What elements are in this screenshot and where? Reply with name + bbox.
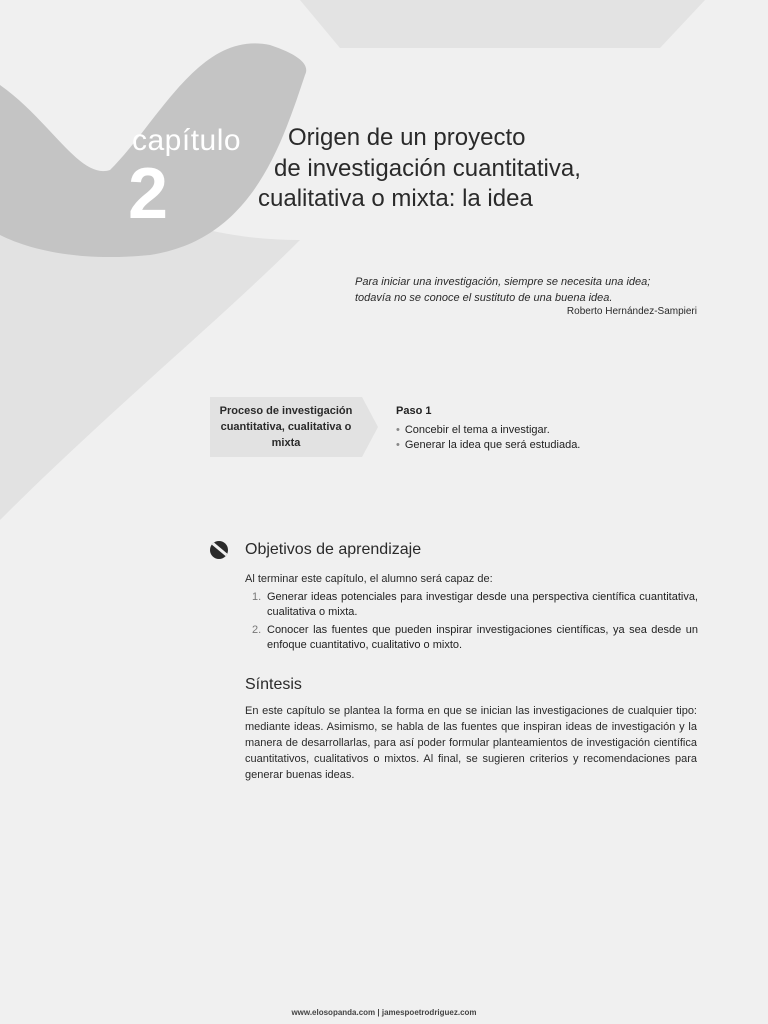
- objectives-list: [252, 590, 698, 656]
- step-item: [396, 423, 580, 438]
- objective-item: [252, 623, 698, 653]
- step-list: [396, 423, 580, 453]
- step-title: Paso 1: [396, 405, 432, 417]
- step-item-text: Concebir el tema a investigar.: [404, 424, 550, 436]
- chapter-number: 2: [128, 154, 169, 234]
- quote-author: Roberto Hernández-Sampieri: [566, 306, 697, 317]
- footer-credits: www.elosopanda.com | jamespoetrodriguez.com: [291, 1008, 477, 1017]
- objective-number: 2.: [252, 624, 262, 636]
- epigraph-quote: [355, 274, 697, 306]
- step-item-text: Generar la idea que será estudiada.: [404, 439, 581, 451]
- synthesis-text: En este capítulo se plantea la forma en que se inician las investigaciones de cualquier tipo: mediante ideas. Asimismo, se habla de las fuentes que inspiran ideas de investigación y la manera de desarrollarlas, para así poder formular planteamientos de investigación científica cuantitativos, cualitativos o mixtos. Al final, se sugieren criterios y recomendaciones para generar buenas ideas.: [245, 705, 697, 781]
- objective-text: Conocer las fuentes que pueden inspirar investigaciones científicas, ya sea desde un enfoque cuantitativo, cualitativo o mixto.: [267, 624, 698, 651]
- process-arrow-icon: [362, 397, 378, 457]
- chapter-title-line-1: Origen de un proyecto: [288, 124, 526, 151]
- objective-item: [252, 590, 698, 620]
- process-box-label: Proceso de investigación cuantitativa, cualitativa o mixta: [219, 405, 353, 449]
- objective-text: Generar ideas potenciales para investigar desde una perspectiva científica cuantitativa, cualitativa o mixta.: [267, 591, 698, 618]
- bullet-icon: •: [396, 424, 400, 436]
- objectives-intro: Al terminar este capítulo, el alumno será capaz de:: [245, 573, 493, 585]
- process-box: [210, 397, 362, 457]
- quote-line-1: Para iniciar una investigación, siempre se necesita una idea;: [355, 276, 651, 288]
- step-item: [396, 438, 580, 453]
- top-band-shape: [300, 0, 705, 48]
- bullet-icon: •: [396, 439, 400, 451]
- synthesis-heading: Síntesis: [245, 676, 302, 693]
- chapter-title-line-2: de investigación cuantitativa,: [274, 155, 581, 182]
- chapter-label: capítulo: [132, 124, 242, 157]
- objectives-heading: Objetivos de aprendizaje: [245, 541, 422, 558]
- chapter-title-line-3: cualitativa o mixta: la idea: [258, 185, 533, 212]
- quote-line-2: todavía no se conoce el sustituto de una buena idea.: [355, 292, 613, 304]
- objectives-icon: [210, 541, 228, 559]
- objective-number: 1.: [252, 591, 262, 603]
